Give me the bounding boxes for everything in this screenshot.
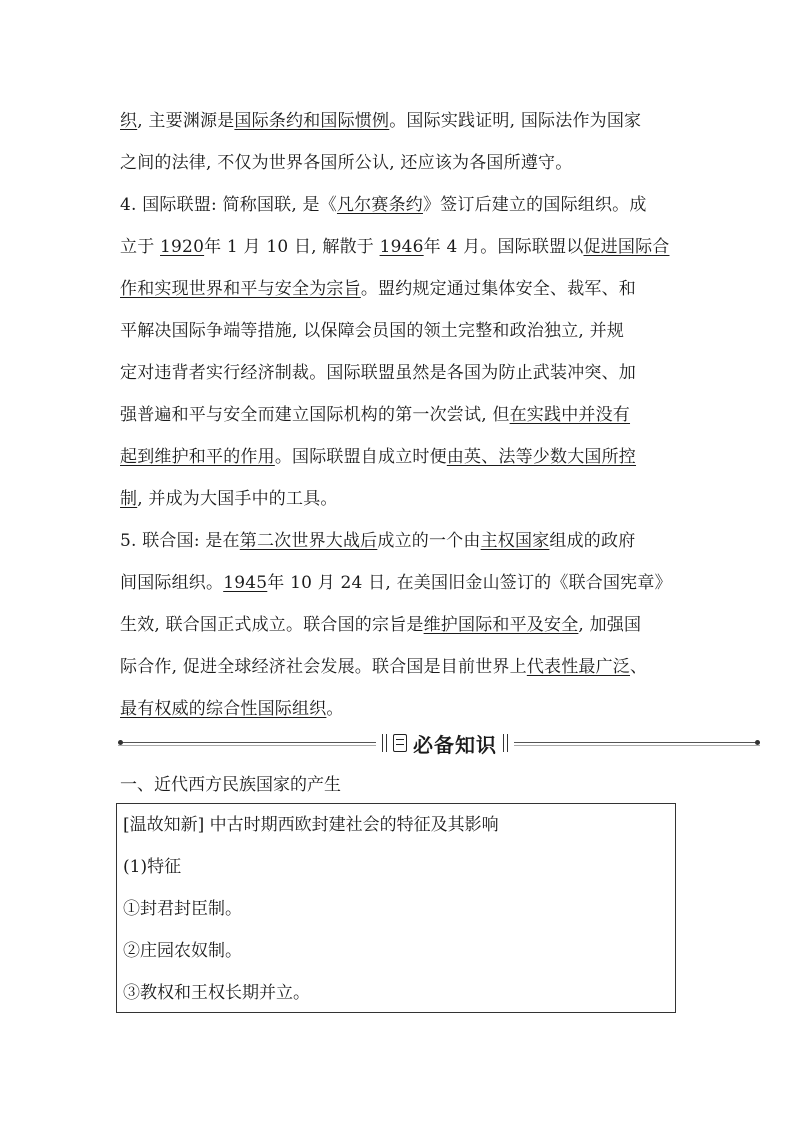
section-heading: 一、近代西方民族国家的产生 bbox=[120, 775, 341, 795]
banner-bar-right bbox=[503, 734, 508, 752]
section-banner bbox=[118, 726, 760, 760]
text-line-14: 际合作, 促进全球经济社会发展。联合国是目前世界上代表性最广泛、 bbox=[120, 657, 648, 677]
text-line-7: 定对违背者实行经济制裁。国际联盟虽然是各国为防止武装冲突、加 bbox=[120, 363, 636, 383]
box-title: [温故知新] 中古时期西欧封建社会的特征及其影响 bbox=[123, 815, 499, 835]
box-item: ①封君封臣制。 bbox=[123, 899, 242, 919]
text-line-3: 4. 国际联盟: 简称国联, 是《凡尔赛条约》签订后建立的国际组织。成 bbox=[120, 195, 647, 215]
main-text bbox=[120, 100, 680, 730]
text-line-8: 强普遍和平与安全而建立国际机构的第一次尝试, 但在实践中并没有 bbox=[120, 405, 631, 425]
banner-dot-right bbox=[755, 740, 760, 745]
box-subtitle: (1)特征 bbox=[123, 857, 182, 877]
text-line-6: 平解决国际争端等措施, 以保障会员国的领土完整和政治独立, 并规 bbox=[120, 321, 625, 341]
review-box bbox=[116, 803, 676, 1013]
banner-dot-left bbox=[118, 740, 123, 745]
banner-title: 必备知识 bbox=[413, 732, 497, 757]
text-line-1: 织, 主要渊源是国际条约和国际惯例。国际实践证明, 国际法作为国家 bbox=[120, 111, 642, 131]
text-line-9: 起到维护和平的作用。国际联盟自成立时便由英、法等少数大国所控 bbox=[120, 447, 637, 467]
text-line-12: 间国际组织。1945年 10 月 24 日, 在美国旧金山签订的《联合国宪章》 bbox=[120, 573, 672, 593]
text-line-10: 制, 并成为大国手中的工具。 bbox=[120, 489, 338, 509]
box-item: ②庄园农奴制。 bbox=[123, 941, 242, 961]
box-item: ③教权和王权长期并立。 bbox=[123, 983, 310, 1003]
text-line-11: 5. 联合国: 是在第二次世界大战后成立的一个由主权国家组成的政府 bbox=[120, 531, 636, 551]
banner-bar-left bbox=[382, 734, 387, 752]
text-line-2: 之间的法律, 不仅为世界各国所公认, 还应该为各国所遵守。 bbox=[120, 153, 573, 173]
text-line-13: 生效, 联合国正式成立。联合国的宗旨是维护国际和平及安全, 加强国 bbox=[120, 615, 642, 635]
text-line-4: 立于 1920年 1 月 10 日, 解散于 1946年 4 月。国际联盟以促进国际合 bbox=[120, 237, 670, 257]
text-line-15: 最有权威的综合性国际组织。 bbox=[120, 699, 344, 719]
text-line-5: 作和实现世界和平与安全为宗旨。盟约规定通过集体安全、裁军、和 bbox=[120, 279, 637, 299]
banner-label bbox=[376, 726, 514, 760]
book-icon bbox=[393, 734, 407, 752]
